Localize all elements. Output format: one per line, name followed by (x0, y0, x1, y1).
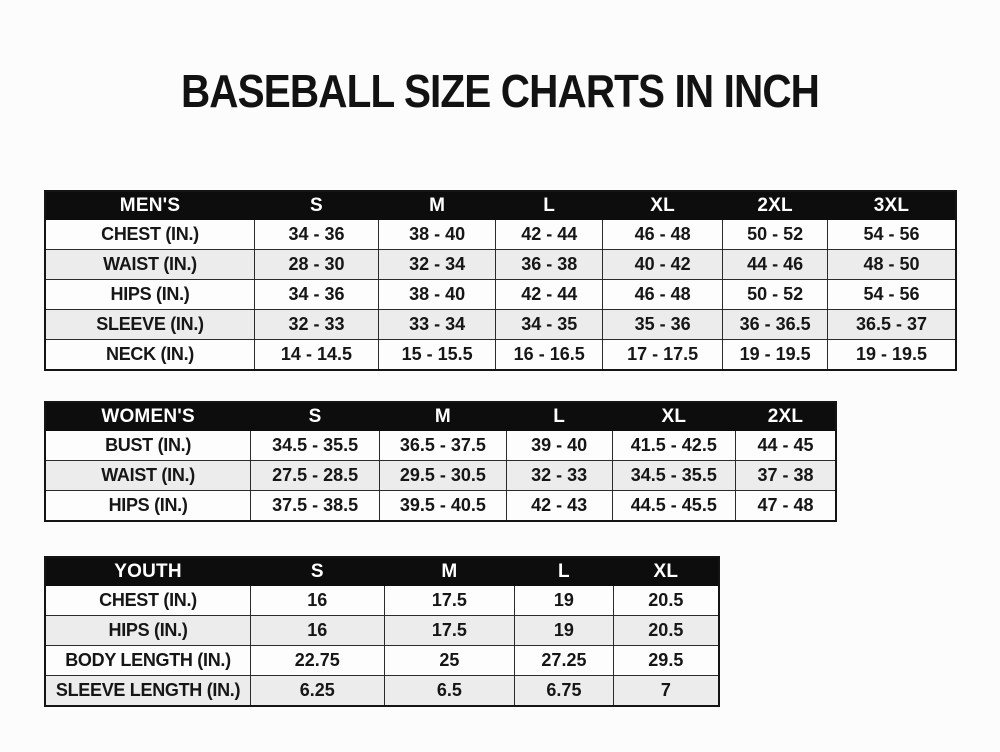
table-row (45, 250, 956, 280)
size-column-header: L (515, 557, 613, 586)
size-value-cell: 19 - 19.5 (828, 340, 957, 371)
womens-size-table (44, 401, 837, 522)
size-value-cell: 17.5 (384, 616, 515, 646)
size-value-cell: 22.75 (251, 646, 384, 676)
group-header-cell: MEN'S (45, 191, 255, 220)
size-value-cell: 29.5 (613, 646, 719, 676)
table-row (45, 586, 719, 616)
size-value-cell: 14 - 14.5 (255, 340, 379, 371)
size-value-cell: 36.5 - 37.5 (380, 431, 507, 461)
size-value-cell: 6.25 (251, 676, 384, 707)
size-column-header: M (378, 191, 496, 220)
size-value-cell: 38 - 40 (378, 280, 496, 310)
size-value-cell: 42 - 43 (506, 491, 612, 522)
size-value-cell: 42 - 44 (496, 220, 603, 250)
table-row (45, 461, 836, 491)
size-value-cell: 37 - 38 (736, 461, 837, 491)
header-row (45, 402, 836, 431)
size-value-cell: 54 - 56 (828, 220, 957, 250)
measurement-row-label: HIPS (IN.) (45, 491, 251, 522)
measurement-row-label: WAIST (IN.) (45, 461, 251, 491)
size-value-cell: 48 - 50 (828, 250, 957, 280)
measurement-row-label: CHEST (IN.) (45, 220, 255, 250)
size-value-cell: 28 - 30 (255, 250, 379, 280)
table-row (45, 310, 956, 340)
measurement-row-label: SLEEVE (IN.) (45, 310, 255, 340)
table-row (45, 616, 719, 646)
measurement-row-label: NECK (IN.) (45, 340, 255, 371)
size-value-cell: 34 - 35 (496, 310, 603, 340)
measurement-row-label: CHEST (IN.) (45, 586, 251, 616)
size-value-cell: 19 (515, 586, 613, 616)
size-value-cell: 44 - 46 (723, 250, 828, 280)
size-value-cell: 20.5 (613, 616, 719, 646)
table-row (45, 220, 956, 250)
size-column-header: XL (613, 557, 719, 586)
size-value-cell: 42 - 44 (496, 280, 603, 310)
measurement-row-label: SLEEVE LENGTH (IN.) (45, 676, 251, 707)
size-value-cell: 39.5 - 40.5 (380, 491, 507, 522)
size-value-cell: 50 - 52 (723, 280, 828, 310)
measurement-row-label: HIPS (IN.) (45, 616, 251, 646)
size-column-header: M (380, 402, 507, 431)
size-value-cell: 16 - 16.5 (496, 340, 603, 371)
table-row (45, 431, 836, 461)
size-value-cell: 6.75 (515, 676, 613, 707)
size-value-cell: 46 - 48 (603, 280, 723, 310)
size-value-cell: 32 - 33 (506, 461, 612, 491)
measurement-row-label: WAIST (IN.) (45, 250, 255, 280)
table-row (45, 676, 719, 707)
size-value-cell: 40 - 42 (603, 250, 723, 280)
size-value-cell: 27.25 (515, 646, 613, 676)
size-value-cell: 36.5 - 37 (828, 310, 957, 340)
table-row (45, 340, 956, 371)
size-column-header: XL (612, 402, 735, 431)
size-value-cell: 34 - 36 (255, 220, 379, 250)
measurement-row-label: BUST (IN.) (45, 431, 251, 461)
size-value-cell: 37.5 - 38.5 (251, 491, 380, 522)
page-title: BASEBALL SIZE CHARTS IN INCH (180, 65, 820, 117)
size-column-header: S (251, 557, 384, 586)
size-column-header: XL (603, 191, 723, 220)
size-value-cell: 34.5 - 35.5 (251, 431, 380, 461)
table-row (45, 646, 719, 676)
size-value-cell: 54 - 56 (828, 280, 957, 310)
size-value-cell: 32 - 34 (378, 250, 496, 280)
size-value-cell: 16 (251, 616, 384, 646)
size-value-cell: 44 - 45 (736, 431, 837, 461)
size-value-cell: 46 - 48 (603, 220, 723, 250)
group-header-cell: WOMEN'S (45, 402, 251, 431)
size-value-cell: 35 - 36 (603, 310, 723, 340)
measurement-row-label: BODY LENGTH (IN.) (45, 646, 251, 676)
group-header-cell: YOUTH (45, 557, 251, 586)
size-value-cell: 17 - 17.5 (603, 340, 723, 371)
size-value-cell: 39 - 40 (506, 431, 612, 461)
size-value-cell: 34 - 36 (255, 280, 379, 310)
size-column-header: M (384, 557, 515, 586)
size-column-header: S (251, 402, 380, 431)
size-value-cell: 25 (384, 646, 515, 676)
size-column-header: S (255, 191, 379, 220)
size-value-cell: 33 - 34 (378, 310, 496, 340)
size-value-cell: 20.5 (613, 586, 719, 616)
size-value-cell: 16 (251, 586, 384, 616)
size-value-cell: 6.5 (384, 676, 515, 707)
size-value-cell: 36 - 36.5 (723, 310, 828, 340)
size-value-cell: 47 - 48 (736, 491, 837, 522)
size-value-cell: 17.5 (384, 586, 515, 616)
size-column-header: L (506, 402, 612, 431)
header-row (45, 191, 956, 220)
size-value-cell: 32 - 33 (255, 310, 379, 340)
size-value-cell: 36 - 38 (496, 250, 603, 280)
header-row (45, 557, 719, 586)
size-value-cell: 34.5 - 35.5 (612, 461, 735, 491)
size-column-header: 2XL (736, 402, 837, 431)
size-value-cell: 50 - 52 (723, 220, 828, 250)
size-value-cell: 29.5 - 30.5 (380, 461, 507, 491)
size-column-header: L (496, 191, 603, 220)
size-value-cell: 19 - 19.5 (723, 340, 828, 371)
size-value-cell: 15 - 15.5 (378, 340, 496, 371)
youth-size-table (44, 556, 720, 707)
mens-size-table (44, 190, 957, 371)
table-row (45, 491, 836, 522)
size-column-header: 3XL (828, 191, 957, 220)
size-value-cell: 7 (613, 676, 719, 707)
measurement-row-label: HIPS (IN.) (45, 280, 255, 310)
size-value-cell: 27.5 - 28.5 (251, 461, 380, 491)
size-value-cell: 38 - 40 (378, 220, 496, 250)
size-column-header: 2XL (723, 191, 828, 220)
size-value-cell: 41.5 - 42.5 (612, 431, 735, 461)
size-value-cell: 19 (515, 616, 613, 646)
size-value-cell: 44.5 - 45.5 (612, 491, 735, 522)
table-row (45, 280, 956, 310)
